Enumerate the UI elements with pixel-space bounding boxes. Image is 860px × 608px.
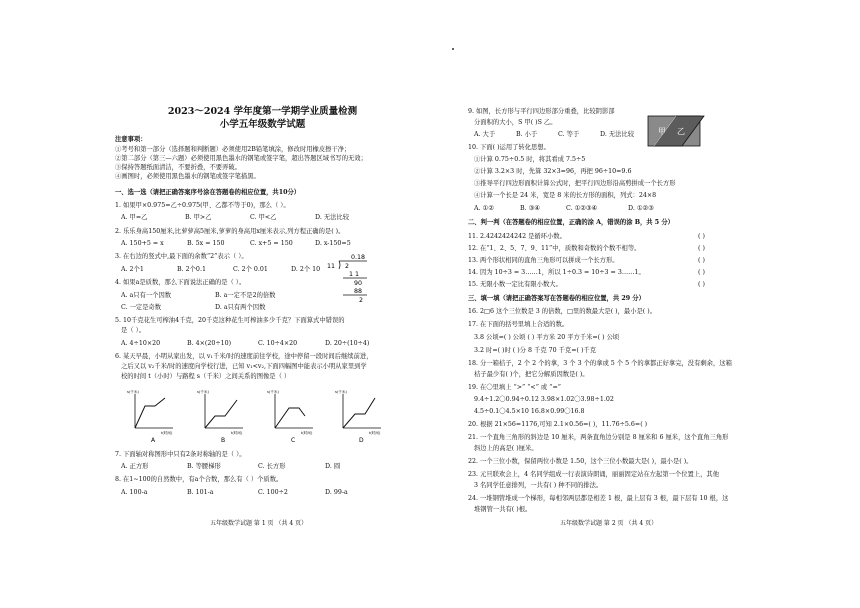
notice-4: ④画图时，必须使用黑色墨水的钢笔或签字笔描黑。 bbox=[115, 173, 260, 180]
long-division-figure bbox=[325, 252, 373, 308]
q4-option-a: A. a只有一个因数 bbox=[121, 292, 172, 299]
fill-22: 22. 一个三位小数，保留两位小数是 1.50，这个三位小数最大是( )，最小是( )。 bbox=[468, 458, 693, 465]
judge-11-paren: ( ) bbox=[698, 233, 705, 240]
judge-13: 13. 两个形状相同的直角三角形可以拼成一个长方形。 bbox=[468, 257, 619, 264]
footer-page-2: 五年级数学试题 第 2 页 （共 4 页） bbox=[560, 520, 658, 527]
q1-option-d: D. 无法比较 bbox=[315, 214, 350, 221]
q5-option-a: A. 4÷10×20 bbox=[121, 340, 161, 347]
division-dividend: 2 bbox=[345, 263, 350, 270]
notice-2: ②第二部分（第三—六题）必须使用黑色墨水的钢笔或签字笔，超出答题区域书写的无效； bbox=[115, 155, 367, 162]
q10-option-b: B. ③④ bbox=[520, 205, 540, 212]
fill-23: 23. 元旦联欢会上，4 名同学组成一行表演诗朗诵，丽丽固定站在左起第一个位置上，其他 bbox=[468, 471, 720, 478]
q4-option-d: D. a只有两个因数 bbox=[215, 304, 266, 311]
q1-text: 1. 如果甲×0.975=乙÷0.975(甲、乙都不等于0)，那么（ ）。 bbox=[115, 202, 290, 209]
notice-title: 注意事项： bbox=[115, 136, 147, 143]
exam-title: 2023～2024 学年度第一学期学业质量检测 bbox=[167, 106, 358, 117]
fill-19: 19. 在〇里填上 “>” “<” 或 “=” bbox=[468, 384, 561, 391]
q8-option-a: A. 100-a bbox=[121, 489, 148, 496]
q10-item-1: ①计算 0.75÷0.5 时，将其看成 7.5÷5 bbox=[474, 156, 586, 163]
graph-label-c: C bbox=[291, 437, 296, 444]
q6-text-cont-1: 之后又以 v₂千米/时的速度向学校行进，已知 v₁<v₂,下面四幅图中能表示小明从家里到学 bbox=[121, 363, 367, 370]
q2-option-a: A. 150+5 = x bbox=[121, 240, 164, 247]
judge-15-paren: ( ) bbox=[698, 281, 705, 288]
q5-option-b: B. 4×(20÷10) bbox=[187, 340, 232, 347]
fill-21-cont: 斜边上的高是( )厘米。 bbox=[474, 445, 538, 452]
section-2-heading: 二、判一判（在答题卷的相应位置，正确的涂 A，错误的涂 B，共 5 分） bbox=[468, 219, 674, 226]
q10-option-c: C. ①②③④ bbox=[566, 205, 598, 212]
fill-17: 17. 在下面的括号里填上合适的数。 bbox=[468, 321, 569, 328]
q7-text: 7. 下面轴对称图形中只有2条对称轴的是（ ）。 bbox=[115, 451, 246, 458]
division-remainder: 2 bbox=[359, 297, 364, 304]
q10-item-2: ②计算 3.2×3 时，先算 32×3=96，再把 96÷10=9.6 bbox=[474, 168, 632, 175]
fill-19-row-1: 9.4÷1.2〇0.94÷0.12 3.98×1.02〇3.98÷1.02 bbox=[474, 396, 614, 403]
graph-c-x-label: t(时间) bbox=[301, 431, 313, 435]
fill-17-row-1: 3.8 公顷=( ) 公顷 ( ) 平方米 20 平方千米=( ) 公顷 bbox=[474, 334, 620, 341]
fill-24-cont: 堆钢管一共有( )根。 bbox=[474, 506, 532, 513]
judge-15: 15. 无限小数一定比有限小数大。 bbox=[468, 281, 562, 288]
q2-option-c: C. x+5 = 150 bbox=[250, 240, 293, 247]
graph-c-y-label: s(千米) bbox=[267, 390, 279, 394]
q8-text: 8. 在1~100的自然数中，有a个合数，那么有（ ）个质数。 bbox=[115, 476, 283, 483]
judge-12-paren: ( ) bbox=[698, 245, 705, 252]
q9-option-a: A. 大于 bbox=[474, 131, 496, 138]
division-step-2: 90 bbox=[354, 280, 363, 287]
q5-text-cont: 是（ ）。 bbox=[121, 327, 146, 334]
q10-text: 10. 下面( )运用了转化思想。 bbox=[468, 144, 550, 151]
q8-option-c: C. 100÷2 bbox=[258, 489, 288, 496]
exam-subtitle: 小学五年级数学试题 bbox=[219, 119, 306, 130]
q1-option-c: C. 甲<乙 bbox=[250, 214, 277, 221]
q4-option-b: B. a一定不是2的倍数 bbox=[215, 292, 276, 299]
region-jia-label: 甲 bbox=[658, 127, 666, 136]
judge-14-paren: ( ) bbox=[698, 269, 705, 276]
q6-graphs bbox=[123, 386, 393, 444]
q2-text: 2. 乐乐身高150厘米,比萝萝高5厘米,萝萝的身高用x厘米表示,列方程正确的是( )。 bbox=[115, 228, 345, 235]
graph-d-y-label: s(千米) bbox=[335, 390, 347, 394]
fill-18-cont: 桔子最少有( )个，把它分解质因数是( )。 bbox=[474, 371, 589, 378]
q9-option-c: C. 等于 bbox=[558, 131, 580, 138]
q10-item-4: ④计算一个长是 24 米，宽是 8 米的长方形的面积，列式：24×8 bbox=[474, 192, 657, 199]
fill-21: 21. 一个直角三角形的斜边是 10 厘米，两条直角边分别是 8 厘米和 6 厘米，这个直角三角形 bbox=[468, 434, 729, 441]
section-1-heading: 一、选一选（请把正确答案序号涂在答题卷的相应位置，共10分） bbox=[115, 189, 301, 196]
q10-option-a: A. ①② bbox=[474, 205, 494, 212]
division-divisor: 11 bbox=[327, 263, 336, 270]
notice-1: ①考号和第一部分（选择题和判断题）必须使用2B铅笔填涂，修改时用橡皮擦干净； bbox=[115, 146, 351, 153]
q2-option-d: D. x-150=5 bbox=[315, 240, 351, 247]
fill-16: 16. 2□6 这个三位数是 3 的倍数，□里的数最大是( )，最小是( )。 bbox=[468, 308, 657, 315]
q8-option-b: B. 101-a bbox=[187, 489, 214, 496]
fill-23-cont: 3 名同学任意排列，一共有( ) 种不同的排法。 bbox=[474, 482, 603, 489]
q3-text: 3. 在右边的竖式中,最下面的余数“2”表示（ ）。 bbox=[115, 253, 248, 260]
division-step-3: 88 bbox=[354, 288, 363, 295]
graph-b-y-label: s(千米) bbox=[197, 390, 209, 394]
graph-a-y-label: s(千米) bbox=[127, 390, 139, 394]
q3-option-c: C. 2个 0.01 bbox=[233, 266, 268, 273]
graph-d-x-label: t(时间) bbox=[369, 431, 381, 435]
region-yi-label: 乙 bbox=[677, 127, 685, 136]
q1-option-a: A. 甲=乙 bbox=[121, 214, 148, 221]
section-3-heading: 三、填一填（请把正确答案写在答题卷的相应位置，共 29 分） bbox=[468, 295, 645, 302]
q5-option-c: C. 10÷4×20 bbox=[258, 340, 298, 347]
q9-text: 9. 如图，长方形与平行四边形部分重叠，比较阴影部 bbox=[468, 108, 615, 115]
fill-18: 18. 分一箱桔子，2 个 2 个的拿，3 个 3 个的拿或 5 个 5 个的拿都正好拿完，没有剩余，这箱 bbox=[468, 360, 732, 367]
q8-option-d: D. 99-a bbox=[325, 489, 348, 496]
q1-option-b: B. 甲>乙 bbox=[185, 214, 212, 221]
division-quotient: 0.18 bbox=[351, 254, 366, 261]
notice-3: ③保持答题纸面清洁，不要折叠，不要弄破。 bbox=[115, 164, 241, 171]
q4-text: 4. 如果a是质数，那么下面说法正确的是（ ）。 bbox=[115, 279, 246, 286]
fill-17-row-2: 3.2 时=( )时 ( )分 8 千克 70 千克=( )千克 bbox=[474, 347, 597, 354]
q9-figure bbox=[646, 112, 708, 148]
q6-text: 6. 某天早晨，小明从家出发，以 v₁千米/时的速度前往学校，途中停留一段时间后继续前进， bbox=[115, 353, 373, 360]
fill-20: 20. 根据 21×56=1176,可知 2.1×0.56=( )，11.76÷5.6=( ) bbox=[468, 421, 648, 428]
q7-option-a: A. 正方形 bbox=[121, 463, 149, 470]
q9-option-d: D. 无法比较 bbox=[600, 131, 635, 138]
page-1 bbox=[115, 0, 410, 608]
judge-13-paren: ( ) bbox=[698, 257, 705, 264]
judge-11: 11. 2.4242424242 是循环小数。 bbox=[468, 233, 566, 240]
q2-option-b: B. 5x = 150 bbox=[187, 240, 225, 247]
q9-text-cont: 分面积的大小，S 甲( )S 乙。 bbox=[474, 119, 557, 126]
judge-14: 14. 因为 10÷3 = 3……1，所以 1÷0.3 = 10÷3 = 3……1。 bbox=[468, 269, 645, 276]
division-step-1: 1 1 bbox=[349, 271, 360, 278]
q7-option-b: B. 等腰梯形 bbox=[187, 463, 221, 470]
graph-label-a: A bbox=[151, 437, 156, 444]
graph-label-b: B bbox=[221, 437, 226, 444]
q3-option-d: D. 2个 10 bbox=[291, 266, 321, 273]
q5-text: 5. 10千克花生可榨油4千克，20千克这种花生可榨油多少千克？下面算式中错误的 bbox=[115, 317, 345, 324]
q4-option-c: C. 一定是奇数 bbox=[121, 304, 162, 311]
q6-text-cont-2: 校的时间 t（小时）与路程 s（千米）之间关系的图像是（ ） bbox=[121, 373, 291, 380]
judge-12: 12. 在“1、2、5、7、9、11”中，质数和奇数的个数不相等。 bbox=[468, 245, 641, 252]
footer-page-1: 五年级数学试题 第 1 页 （共 4 页） bbox=[210, 520, 308, 527]
page-2 bbox=[468, 0, 768, 608]
graph-b-x-label: t(时间) bbox=[231, 431, 243, 435]
q7-option-c: C. 长方形 bbox=[258, 463, 286, 470]
q7-option-d: D. 圆 bbox=[325, 463, 341, 470]
q5-option-d: D. 20÷(10÷4) bbox=[325, 340, 370, 347]
q9-option-b: B. 小于 bbox=[516, 131, 538, 138]
q3-option-a: A. 2个1 bbox=[121, 266, 144, 273]
q3-option-b: B. 2个0.1 bbox=[177, 266, 206, 273]
graph-a-x-label: t(时间) bbox=[161, 431, 173, 435]
q10-option-d: D. ①②③ bbox=[628, 205, 654, 212]
page-dot bbox=[452, 48, 454, 50]
fill-24: 24. 一堆钢管堆成一个梯形，每相邻两层都是相差 1 根，最上层有 3 根，最下层有 10 根，这 bbox=[468, 495, 729, 502]
fill-19-row-2: 4.5÷0.1〇4.5×10 16.8×0.99〇16.8 bbox=[474, 408, 585, 415]
q10-item-3: ③推导平行四边形面积计算公式时，把平行四边形沿高剪拼成一个长方形 bbox=[474, 180, 676, 187]
graph-label-d: D bbox=[359, 437, 364, 444]
